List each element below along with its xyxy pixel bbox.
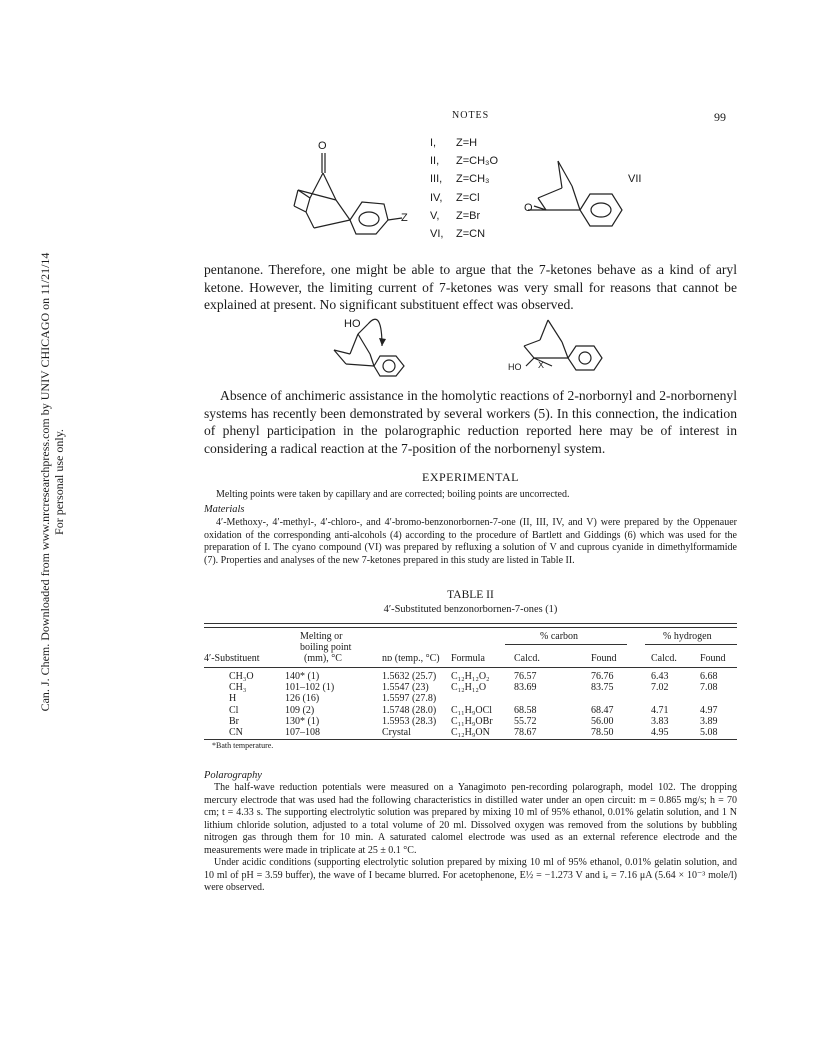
substituent-item — [430, 189, 610, 207]
header-nd: nᴅ (temp., °C) — [382, 653, 440, 664]
table-cell-found-c: 78.50 — [591, 727, 614, 738]
table-cell-sub: Br — [229, 715, 239, 727]
structure-figure-middle — [330, 310, 630, 380]
substituent-item — [430, 207, 610, 225]
table-cell-nd: 1.5547 (23) — [382, 682, 429, 694]
table-bottom-rule — [204, 739, 737, 740]
substituent-formula: Z=CH₃ — [456, 173, 490, 186]
materials-text: 4′-Methoxy-, 4′-methyl-, 4′-chloro-, and 4′-bromo-benzonorbornen-7-one (II, III, IV, and V) were prepared by the Oppenauer oxidation of the corresponding anti-alcohols (4) according to the procedure of Bartlett and Giddings (6) which was used for the preparation of I. The cyano compound (VI) was prepared by refluxing a solution of V and cuprous cyanide in dimethylformamide (7). Properties and analyses of the new 7-ketones prepared in this study are listed in Table II. — [204, 517, 737, 566]
carbon-group-rule — [505, 644, 627, 645]
oxygen-label-vii: O — [524, 202, 533, 214]
table-cell-calc-c: 68.58 — [514, 704, 537, 716]
ho-label-right: HO — [508, 362, 522, 372]
download-watermark — [38, 252, 66, 712]
oxygen-label: O — [318, 140, 327, 152]
header-substituent: 4′-Substituent — [204, 653, 260, 664]
melting-point-note: Melting points were taken by capillary and are corrected; boiling points are uncorrected. — [216, 489, 570, 500]
table-caption: 4′-Substituted benzonorbornen-7-ones (1) — [383, 604, 558, 615]
table-cell-nd: 1.5597 (27.8) — [382, 693, 437, 705]
table-cell-formula: C₁₂H₉ON — [451, 727, 490, 738]
substituent-roman: V, — [430, 209, 440, 222]
table-header-rule — [204, 667, 737, 668]
table-label: TABLE II — [447, 589, 494, 601]
table-cell-calc-h: 6.43 — [651, 671, 669, 682]
table-cell-sub: H — [229, 693, 237, 705]
substituent-roman: II, — [430, 155, 440, 168]
substituent-item — [430, 170, 610, 188]
table-cell-found-h: 7.08 — [700, 682, 718, 694]
table-cell-calc-c: 55.72 — [514, 715, 537, 727]
table-cell-calc-c: 83.69 — [514, 682, 537, 694]
substituent-item — [430, 134, 610, 152]
table-cell-found-h: 6.68 — [700, 671, 718, 682]
table-cell-sub: Cl — [229, 704, 239, 716]
table-top-rule — [204, 623, 737, 624]
running-head — [0, 110, 816, 126]
header-formula: Formula — [451, 653, 485, 664]
table-cell-formula: C₁₂H₁₂O₂ — [451, 671, 490, 682]
running-head-title: NOTES — [452, 110, 490, 121]
watermark-line-2: For personal use only. — [52, 429, 66, 535]
table-cell-formula: C₁₂H₁₂O — [451, 682, 487, 694]
substituent-roman: IV, — [430, 191, 443, 204]
header-carbon-group: % carbon — [540, 631, 579, 642]
table-footnote: *Bath temperature. — [212, 741, 274, 750]
substituent-roman: VI, — [430, 228, 444, 241]
table-cell-formula: C₁₁H₉OCl — [451, 704, 493, 716]
substituent-item — [430, 225, 610, 243]
table-cell-found-c: 56.00 — [591, 715, 614, 727]
x-label: X — [538, 360, 545, 370]
table-cell-found-c: 68.47 — [591, 704, 614, 716]
hydrogen-group-rule — [645, 644, 737, 645]
table-cell-sub: CH₃O — [229, 671, 254, 682]
substituent-roman: I, — [430, 137, 437, 149]
table-cell-calc-h: 3.83 — [651, 715, 669, 727]
compound-vii-label: VII — [628, 173, 642, 185]
header-found-carbon: Found — [591, 653, 617, 664]
table-cell-calc-h: 4.71 — [651, 704, 669, 716]
substituent-formula: Z=CN — [456, 228, 486, 241]
table-cell-found-h: 5.08 — [700, 727, 718, 738]
table-cell-calc-c: 78.67 — [514, 727, 537, 738]
substituent-roman: III, — [430, 173, 443, 186]
experimental-heading: EXPERIMENTAL — [421, 470, 520, 484]
header-calcd-hydrogen: Calcd. — [651, 653, 677, 664]
table-cell-sub: CH₃ — [229, 682, 247, 694]
table-cell-found-h: 3.89 — [700, 715, 718, 727]
table-cell-found-h: 4.97 — [700, 704, 718, 716]
z-label: Z — [401, 212, 408, 224]
header-found-hydrogen: Found — [700, 653, 726, 664]
table-cell-calc-h: 4.95 — [651, 727, 669, 738]
ho-label-left: HO — [344, 318, 361, 330]
substituent-formula: Z=H — [456, 137, 478, 149]
structure-figure-top — [290, 128, 690, 258]
paragraph-1: pentanone. Therefore, one might be able to argue that the 7-ketones behave as a kind of aryl ketone. However, the limiting current of 7-ketones was very small for reasons that cannot be explained at present. No significant substituent effect was observed. — [204, 262, 737, 313]
acidic-conditions-text: Under acidic conditions (supporting electrolytic solution prepared by mixing 10 ml of 95% ethanol, 0.01% gelatin solution, and 10 ml of pH = 3.59 buffer), the wave of I became blurred. For acetophenone, E½ = −1.273 V and iₑ = 7.16 μA (5.64 × 10⁻³ mole/l) were observed. — [204, 857, 737, 894]
table-cell-found-c: 83.75 — [591, 682, 614, 694]
table-cell-nd: 1.5953 (28.3) — [382, 715, 437, 727]
table-cell-sub: CN — [229, 727, 243, 738]
polarography-heading: Polarography — [204, 770, 262, 781]
structure-right-radical — [524, 320, 602, 370]
substituent-list — [430, 134, 610, 243]
table-top-rule-2 — [204, 627, 737, 628]
substituent-formula: Z=Cl — [456, 191, 480, 204]
table-cell-mp: 126 (16) — [285, 693, 320, 705]
header-melting-3: (mm), °C — [304, 653, 342, 664]
substituent-formula: Z=Br — [456, 209, 481, 222]
header-hydrogen-group: % hydrogen — [663, 631, 712, 642]
polarography-text: The half-wave reduction potentials were measured on a Yanagimoto pen-recording polarograph, model 102. The dropping mercury electrode that was used had the following characteristics in distilled water under an open circuit: m = 0.865 mg/s; h = 70 cm; t = 4.33 s. The supporting electrolytic solution was prepared by mixing 10 ml of 95% ethanol, 0.01% gelatin solution, and 1 N lithium chloride solution, adjusted to a total volume of 20 ml. Dissolved oxygen was removed from the solutions by bubbling nitrogen gas through them for 10 min. A saturated calomel electrode was used as an external reference electrode and the measurements were made in triplicate at 25 ± 0.1 °C. — [204, 782, 737, 856]
table-cell-nd: 1.5748 (28.0) — [382, 704, 437, 716]
radical-participation-structures — [330, 310, 630, 380]
substituent-formula: Z=CH₃O — [456, 155, 499, 168]
header-calcd-carbon: Calcd. — [514, 653, 540, 664]
table-cell-mp: 109 (2) — [285, 704, 315, 716]
header-melting-2: boiling point — [300, 642, 352, 653]
table-cell-found-c: 76.76 — [591, 671, 614, 682]
structure-z-series — [294, 153, 402, 234]
paragraph-2: Absence of anchimeric assistance in the homolytic reactions of 2-norbornyl and 2-norbornenyl systems has recently been demonstrated by several workers (5). In this connection, the indication of phenyl participation in the polarographic reduction reported here may be of interest in considering a radical reaction at the 7-position of the norbornenyl system. — [204, 388, 737, 456]
table-cell-nd: Crystal — [382, 727, 411, 738]
materials-heading: Materials — [204, 504, 245, 515]
table-cell-calc-h: 7.02 — [651, 682, 669, 694]
table-cell-calc-c: 76.57 — [514, 671, 537, 682]
watermark-line-1: Can. J. Chem. Downloaded from www.nrcresearchpress.com by UNIV CHICAGO on 11/21/14 — [38, 252, 52, 712]
table-cell-mp: 140* (1) — [285, 671, 320, 682]
header-melting-1: Melting or — [300, 631, 343, 642]
page-number: 99 — [714, 110, 726, 124]
substituent-item — [430, 152, 610, 170]
table-cell-nd: 1.5632 (25.7) — [382, 671, 437, 682]
table-cell-mp: 101–102 (1) — [285, 682, 335, 694]
table-cell-mp: 130* (1) — [285, 715, 320, 727]
table-cell-mp: 107–108 — [285, 727, 320, 738]
table-cell-formula: C₁₁H₉OBr — [451, 715, 493, 727]
